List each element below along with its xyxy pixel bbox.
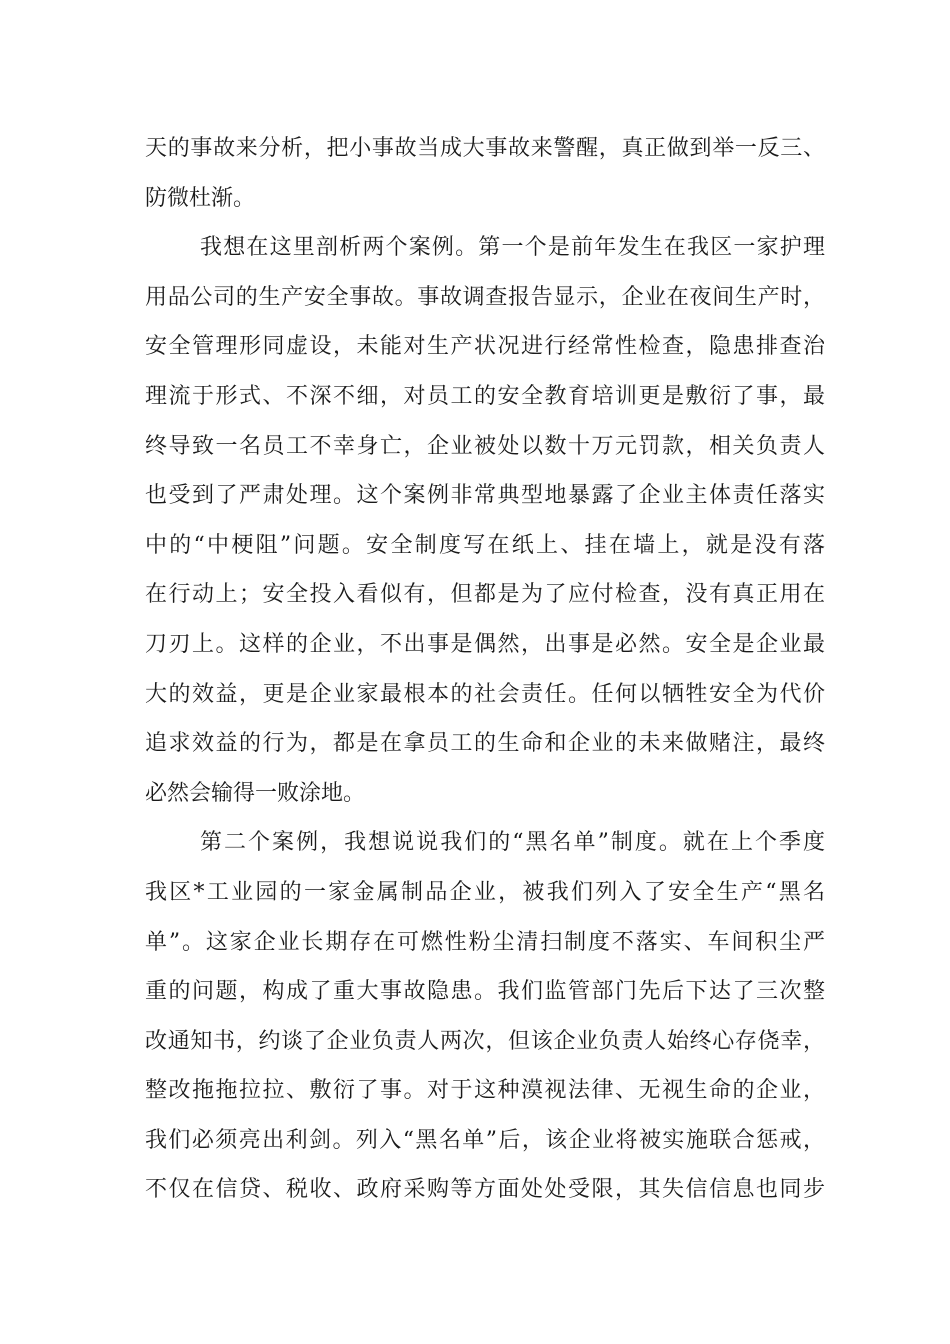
text-line: 我区*工业园的一家金属制品企业，被我们列入了安全生产“黑名: [145, 879, 825, 905]
paragraph-first-line: 我想在这里剖析两个案例。第一个是前年发生在我区一家护理: [200, 235, 825, 261]
text-line: 在行动上；安全投入看似有，但都是为了应付检查，没有真正用在: [145, 582, 825, 608]
text-line: 改通知书，约谈了企业负责人两次，但该企业负责人始终心存侥幸，: [145, 1028, 825, 1054]
text-line: 理流于形式、不深不细，对员工的安全教育培训更是敷衍了事，最: [145, 383, 825, 409]
text-line: 天的事故来分析，把小事故当成大事故来警醒，真正做到举一反三、: [145, 136, 825, 161]
text-line: 中的“中梗阻”问题。安全制度写在纸上、挂在墙上，就是没有落: [145, 532, 825, 558]
text-line: 防微杜渐。: [145, 185, 256, 211]
body-text: [145, 124, 825, 1215]
text-line: 终导致一名员工不幸身亡，企业被处以数十万元罚款，相关负责人: [145, 433, 825, 459]
text-line: 刀刃上。这样的企业，不出事是偶然，出事是必然。安全是企业最: [145, 631, 825, 657]
text-line: 必然会输得一败涂地。: [145, 780, 366, 806]
text-line: 安全管理形同虚设，未能对生产状况进行经常性检查，隐患排查治: [145, 334, 825, 360]
text-line: 用品公司的生产安全事故。事故调查报告显示，企业在夜间生产时，: [145, 284, 825, 310]
text-line: 追求效益的行为，都是在拿员工的生命和企业的未来做赌注，最终: [145, 731, 825, 757]
text-line: 不仅在信贷、税收、政府采购等方面处处受限，其失信信息也同步: [145, 1177, 825, 1203]
paragraph-first-line: 第二个案例，我想说说我们的“黑名单”制度。就在上个季度: [200, 830, 825, 856]
text-line: 也受到了严肃处理。这个案例非常典型地暴露了企业主体责任落实: [145, 483, 825, 509]
text-line: 单”。这家企业长期存在可燃性粉尘清扫制度不落实、车间积尘严: [145, 929, 825, 955]
text-line: 整改拖拖拉拉、敷衍了事。对于这种漠视法律、无视生命的企业，: [145, 1078, 825, 1104]
text-line: 大的效益，更是企业家最根本的社会责任。任何以牺牲安全为代价: [145, 681, 825, 707]
text-line: 我们必须亮出利剑。列入“黑名单”后，该企业将被实施联合惩戒，: [145, 1127, 825, 1153]
text-line: 重的问题，构成了重大事故隐患。我们监管部门先后下达了三次整: [145, 979, 825, 1005]
